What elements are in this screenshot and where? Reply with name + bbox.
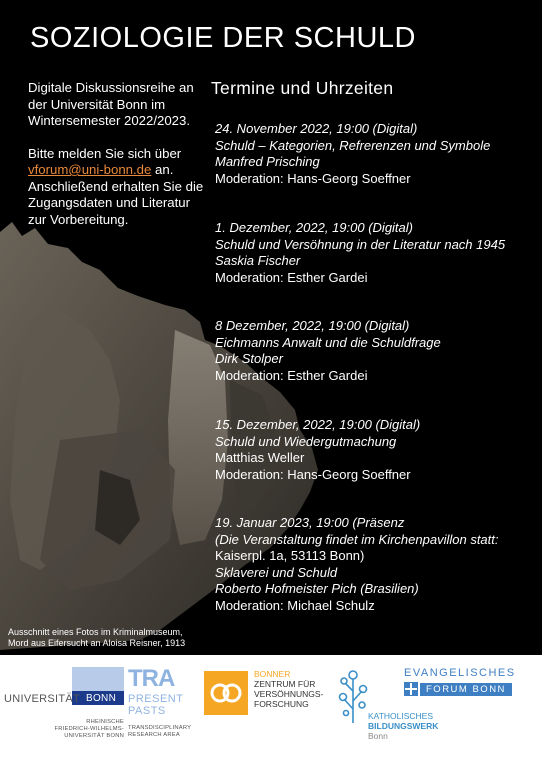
poster-title: SOZIOLOGIE DER SCHULD <box>30 22 416 54</box>
event-topic: Schuld und Versöhnung in der Literatur nach 1945 <box>215 236 506 252</box>
uni-subtitle-line: UNIVERSITÄT BONN <box>64 733 124 739</box>
event-item <box>215 515 535 614</box>
event-moderation: Moderation: Esther Gardei <box>215 367 368 383</box>
sponsor-footer <box>0 655 542 768</box>
kbw-line: BILDUNGSWERK <box>368 721 439 731</box>
event-venue-note: (Die Veranstaltung findet im Kirchenpavillon statt: <box>215 531 499 547</box>
uni-bonn-logo <box>4 667 128 757</box>
event-item <box>215 318 535 384</box>
uni-subtitle <box>55 719 125 740</box>
uni-word: UNIVERSITÄT <box>4 693 81 705</box>
linked-rings-icon <box>204 671 248 715</box>
uni-bonn-logo-mark <box>72 667 124 691</box>
intro-paragraph: Digitale Diskussionsreihe an der Universität Bonn im Wintersemester 2022/2023. <box>28 80 194 128</box>
event-date: 24. November 2022, 19:00 (Digital) <box>215 121 418 136</box>
event-moderation: Moderation: Hans-Georg Soeffner <box>215 466 411 482</box>
event-item <box>215 417 535 483</box>
tra-subtitle-line: TRANSDISCIPLINARY <box>128 725 192 731</box>
zentrum-versoehnungsforschung-logo <box>204 667 334 727</box>
kbw-line: Bonn <box>368 731 388 741</box>
uni-subtitle-line: FRIEDRICH-WILHELMS- <box>54 726 124 732</box>
event-topic: Eichmanns Anwalt und die Schuldfrage <box>215 334 441 350</box>
tra-line: PASTS <box>128 705 166 717</box>
evang-line: EVANGELISCHES <box>404 667 516 679</box>
event-speaker: Saskia Fischer <box>215 253 301 268</box>
event-speaker: Matthias Weller <box>215 450 305 465</box>
tra-present-pasts-logo <box>128 665 200 757</box>
event-speaker: Manfred Prisching <box>215 154 320 169</box>
email-link[interactable]: vforum@uni-bonn.de <box>28 162 152 177</box>
intro-text <box>28 80 208 244</box>
event-moderation: Moderation: Esther Gardei <box>215 269 368 285</box>
zentrum-text <box>254 669 323 709</box>
event-moderation: Moderation: Michael Schulz <box>215 597 375 613</box>
event-date: 8 Dezember, 2022, 19:00 (Digital) <box>215 318 410 333</box>
zentrum-line: ZENTRUM FÜR <box>254 679 316 689</box>
evang-bar <box>404 682 538 696</box>
evangelisches-forum-logo <box>404 667 538 707</box>
event-date: 19. Januar 2023, 19:00 (Präsenz <box>215 515 405 530</box>
tra-subtitle-line: RESEARCH AREA <box>128 732 180 738</box>
tra-mark: TRA <box>128 665 175 692</box>
registration-paragraph <box>28 146 208 229</box>
zentrum-line: BONNER <box>254 669 291 679</box>
event-date: 1. Dezember, 2022, 19:00 (Digital) <box>215 220 413 235</box>
tree-icon <box>338 669 368 725</box>
event-address: Kaiserpl. 1a, 53113 Bonn) <box>215 548 365 563</box>
event-topic: Schuld und Wiedergutmachung <box>215 433 397 449</box>
event-item <box>215 220 535 286</box>
event-speaker: Dirk Stolper <box>215 351 283 366</box>
zentrum-line: VERSÖHNUNGS- <box>254 689 324 699</box>
event-speaker: Roberto Hofmeister Pich (Brasilien) <box>215 581 419 596</box>
uni-word-bonn: BONN <box>86 693 117 704</box>
kbw-text <box>368 711 438 741</box>
uni-subtitle-line: RHEINISCHE <box>86 719 124 725</box>
tra-line: PRESENT <box>128 693 184 705</box>
zentrum-logo-mark <box>204 671 248 715</box>
event-topic: Sklaverei und Schuld <box>215 564 338 580</box>
caption-line: Mord aus Eifersucht an Aloisa Reisner, 1913 <box>8 638 186 648</box>
event-moderation: Moderation: Hans-Georg Soeffner <box>215 170 411 186</box>
event-item <box>215 121 535 187</box>
cross-icon <box>404 682 418 696</box>
zentrum-line: FORSCHUNG <box>254 699 309 709</box>
registration-text-after: an. Anschließend erhalten Sie die Zugangsdaten und Literatur zur Vorbereitung. <box>28 162 204 227</box>
caption-line: Ausschnitt eines Fotos im Kriminalmuseum, <box>8 627 183 637</box>
kbw-line: KATHOLISCHES <box>368 711 434 721</box>
registration-text-before: Bitte melden Sie sich über <box>28 145 182 161</box>
photo-caption <box>8 627 185 649</box>
tra-subtitle <box>128 725 200 739</box>
event-date: 15. Dezember, 2022, 19:00 (Digital) <box>215 417 421 432</box>
event-topic: Schuld – Kategorien, Refrerenzen und Symbole <box>215 137 491 153</box>
evang-line: FORUM BONN <box>420 683 512 696</box>
schedule-heading: Termine und Uhrzeiten <box>211 78 394 98</box>
